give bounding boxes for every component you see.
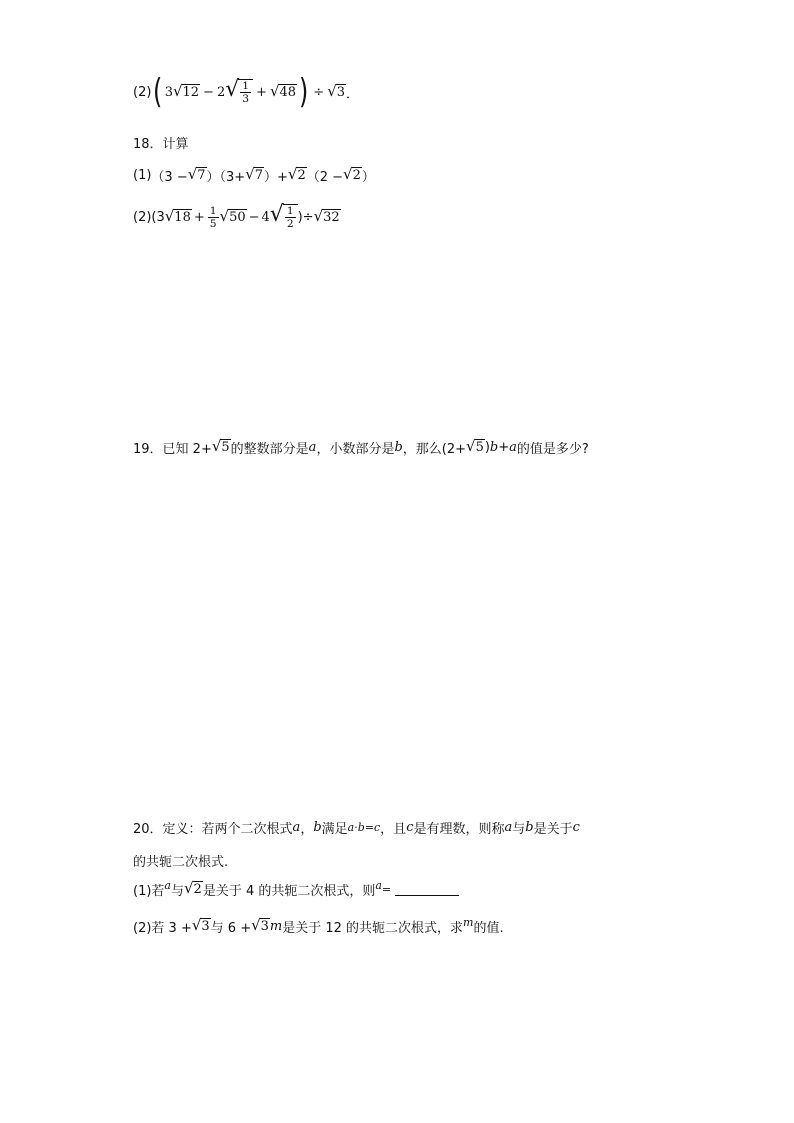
sqrt-12: √ 12 [172,81,200,100]
q20-part2 [133,917,504,936]
q18-part1-label: (1) [133,168,152,183]
coef-2: 2 [216,84,226,100]
var-a: a [292,820,301,835]
text-seg: ）（3+ [206,170,246,185]
sqrt-3: √ 3 [251,916,269,935]
text-seg: ，小数部分是 [316,442,395,457]
var-a: a [375,879,382,892]
text-seg: 是关于 [533,822,573,837]
var-c: c [572,820,580,835]
minus-op: − [248,209,260,225]
text-seg: 与 [512,822,526,837]
sqrt-3: √ 3 [191,916,210,935]
var-b: b [525,820,534,835]
sqrt-48: √ 48 [269,81,297,100]
answer-blank[interactable] [395,883,459,896]
var-m: m [269,919,283,934]
sqrt-7: √ 7 [245,165,264,184]
var-b: b [357,821,365,834]
equals-op: = [381,883,392,896]
text-seg: ） [361,170,375,185]
text-seg: ) [484,440,490,455]
text-seg: （3 − [151,170,188,185]
equals-op: = [364,821,374,834]
close-divide: )÷ [297,209,314,225]
text-seg: 是关于 4 的共轭二次根式，则 [202,884,376,899]
plus-op: + [256,84,267,100]
var-b: b [489,440,499,455]
text-seg: 20．定义：若两个二次根式 [133,822,293,837]
var-a: a [504,820,513,835]
q20-definition [133,818,580,837]
sqrt-2: √ 2 [184,879,202,898]
text-seg: 与 6 + [210,921,252,936]
text-seg: 的整数部分是 [230,442,309,457]
var-a: a [347,821,355,834]
q20-definition-cont: 的共轭二次根式. [133,855,229,870]
sqrt-one-half: √ $\frac{1}{2}$ [270,204,298,229]
sqrt-7: √ 7 [187,165,206,184]
text-seg: 的值是多少? [516,442,589,457]
coef-4: 4 [261,209,270,225]
q18-part1 [133,166,375,185]
text-seg: 满足 [321,822,348,837]
sqrt-5: √ 5 [211,437,230,456]
var-a: a [308,440,317,455]
text-seg: 是有理数，则称 [413,822,505,837]
q20-part1 [133,880,459,899]
sqrt-one-third: √ $\frac{1}{3}$ [225,79,253,104]
text-seg: 与 [170,884,184,899]
var-a: a [164,879,171,892]
sqrt-50: √ 50 [219,206,246,225]
q18-part2-label: (2)(3 [133,209,165,225]
var-a: a [509,440,517,455]
text-seg: ）+ [264,170,288,185]
sqrt-32: √ 32 [313,206,340,225]
sqrt-2: √ 2 [287,165,306,184]
sqrt-18: √ 18 [164,206,191,225]
plus-op: + [193,209,205,225]
text-seg: ，且 [380,822,407,837]
var-c: c [406,820,414,835]
q18-part2 [133,198,341,236]
var-b: b [394,440,403,455]
sqrt-3: √ 3 [327,81,346,100]
text-seg: ， [300,822,314,837]
q18-title: 18．计算 [133,137,189,152]
period: ． [346,86,360,102]
text-seg: (1)若 [133,884,165,899]
text-seg: （2 − [306,170,344,185]
dot-op: · [354,821,358,834]
coef-3: 3 [164,84,173,100]
var-b: b [313,820,322,835]
text-seg: + [498,440,510,455]
fraction-one-fifth: $\frac{1}{5}$ [209,203,217,230]
text-seg: 是关于 12 的共轭二次根式，求 [282,921,464,936]
text-seg: 的值. [473,921,504,936]
sqrt-5: √ 5 [466,437,484,456]
sqrt-2: √ 2 [343,165,361,184]
left-paren: ( [153,72,163,112]
divide-op: ÷ [313,84,325,100]
right-paren: ) [299,72,309,112]
minus-op: − [203,84,214,100]
var-c: c [374,821,381,834]
q17-part2-label: (2) [133,84,152,100]
q17-part2 [133,74,359,110]
q19 [133,438,589,457]
var-m: m [463,916,474,929]
text-seg: 19．已知 2+ [133,442,212,457]
text-seg: ，那么(2+ [402,442,467,457]
text-seg: (2)若 3 + [133,921,192,936]
